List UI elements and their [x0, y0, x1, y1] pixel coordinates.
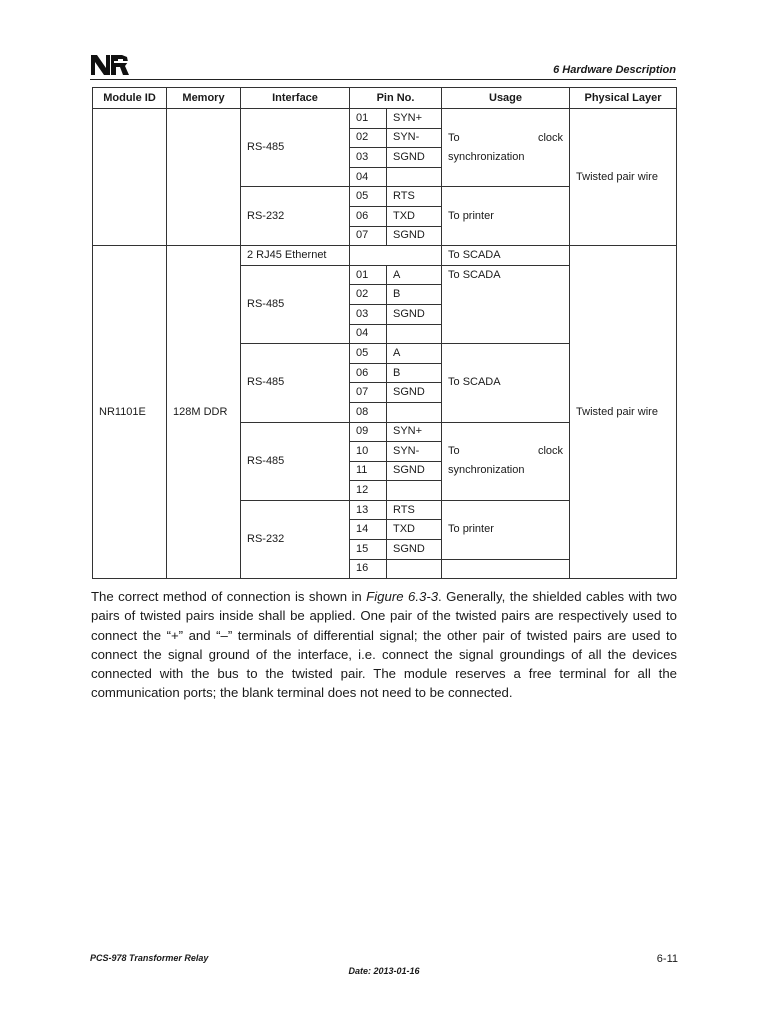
- section-title: 6 Hardware Description: [553, 64, 676, 76]
- module-id-cell: [93, 109, 167, 246]
- pin-number: 06: [350, 363, 387, 383]
- pin-number: 14: [350, 520, 387, 540]
- pin-signal: [387, 559, 442, 579]
- usage-cell: [442, 559, 570, 579]
- usage-line: synchronization: [448, 150, 525, 163]
- pin-signal: SYN-: [387, 442, 442, 462]
- page-number: 6-11: [656, 953, 678, 965]
- interface-cell: RS-232: [241, 187, 350, 246]
- pin-number: 12: [350, 481, 387, 501]
- pin-signal: SYN-: [387, 128, 442, 148]
- pin-signal: TXD: [387, 206, 442, 226]
- pin-number: 10: [350, 442, 387, 462]
- pin-signal: [387, 402, 442, 422]
- pin-number: 06: [350, 206, 387, 226]
- pin-signal: B: [387, 285, 442, 305]
- usage-line: To clock: [448, 131, 564, 144]
- footer-product: PCS-978 Transformer Relay: [90, 953, 209, 963]
- interface-cell: RS-485: [241, 265, 350, 343]
- pin-number: 04: [350, 167, 387, 187]
- pin-number: 02: [350, 285, 387, 305]
- pin-signal: A: [387, 344, 442, 364]
- pin-number: 05: [350, 187, 387, 207]
- pin-signal: RTS: [387, 187, 442, 207]
- pin-number: 07: [350, 383, 387, 403]
- pin-signal: SGND: [387, 226, 442, 246]
- pin-number: 01: [350, 109, 387, 129]
- footer-date: Date: 2013-01-16: [348, 966, 420, 976]
- module-id-cell: NR1101E: [93, 246, 167, 579]
- interface-cell: RS-232: [241, 500, 350, 578]
- pin-number: 04: [350, 324, 387, 344]
- paragraph-text: The correct method of connection is shown in: [91, 589, 367, 604]
- figure-reference: Figure 6.3-3: [366, 589, 439, 604]
- pin-signal: [387, 481, 442, 501]
- pin-number: 11: [350, 461, 387, 481]
- interface-cell: RS-485: [241, 422, 350, 500]
- column-header: Pin No.: [350, 88, 442, 109]
- column-header: Interface: [241, 88, 350, 109]
- usage-cell: [442, 422, 570, 500]
- pin-number: 07: [350, 226, 387, 246]
- pin-signal: [387, 324, 442, 344]
- pin-number: 16: [350, 559, 387, 579]
- pin-number: 09: [350, 422, 387, 442]
- usage-line: synchronization: [448, 464, 525, 477]
- usage-cell: To SCADA: [442, 246, 570, 266]
- header-rule: [90, 79, 676, 80]
- pin-signal: SGND: [387, 540, 442, 560]
- interface-cell: 2 RJ45 Ethernet: [241, 246, 350, 266]
- physical-layer-cell: Twisted pair wire: [570, 246, 677, 579]
- usage-cell: To printer: [442, 187, 570, 246]
- nr-logo: [90, 51, 134, 77]
- pin-signal: A: [387, 265, 442, 285]
- column-header: Memory: [167, 88, 241, 109]
- pin-number: 15: [350, 540, 387, 560]
- pin-number: 08: [350, 402, 387, 422]
- table-row: [93, 109, 677, 129]
- pin-number: [350, 246, 442, 266]
- pin-signal: RTS: [387, 500, 442, 520]
- usage-line: To clock: [448, 445, 564, 458]
- pin-signal: SGND: [387, 148, 442, 168]
- interface-cell: RS-485: [241, 109, 350, 187]
- usage-cell: To SCADA: [442, 344, 570, 422]
- pin-signal: B: [387, 363, 442, 383]
- column-header: Usage: [442, 88, 570, 109]
- pin-number: 02: [350, 128, 387, 148]
- pin-number: 05: [350, 344, 387, 364]
- pin-signal: SYN+: [387, 422, 442, 442]
- usage-cell: To printer: [442, 500, 570, 559]
- pin-signal: TXD: [387, 520, 442, 540]
- table-header-row: [93, 88, 677, 109]
- memory-cell: 128M DDR: [167, 246, 241, 579]
- pin-signal: [387, 167, 442, 187]
- physical-layer-cell: Twisted pair wire: [570, 109, 677, 246]
- pin-number: 01: [350, 265, 387, 285]
- pin-signal: SGND: [387, 461, 442, 481]
- paragraph-text: . Generally, the shielded cables with two pairs of twisted pairs inside shall be applied. One pair of the twisted pairs are respectively used to connect the “+” and “–” terminals of differential signal; the other pair of twisted pairs are used to connect the signal ground of the interface, i.e. connect the signal groundings of all the devices connected with the bus to the twisted pair. The module reserves a free terminal for all the communication ports; the blank terminal does not need to be connected.: [91, 589, 677, 701]
- usage-cell: To SCADA: [442, 265, 570, 343]
- pin-number: 03: [350, 304, 387, 324]
- column-header: Module ID: [93, 88, 167, 109]
- pin-signal: SGND: [387, 304, 442, 324]
- pin-signal: SYN+: [387, 109, 442, 129]
- body-paragraph: [91, 587, 677, 703]
- table-row: [93, 246, 677, 266]
- interface-cell: RS-485: [241, 344, 350, 422]
- pin-number: 13: [350, 500, 387, 520]
- memory-cell: [167, 109, 241, 246]
- interface-pin-table: [92, 87, 677, 579]
- pin-signal: SGND: [387, 383, 442, 403]
- usage-cell: [442, 109, 570, 187]
- pin-number: 03: [350, 148, 387, 168]
- column-header: Physical Layer: [570, 88, 677, 109]
